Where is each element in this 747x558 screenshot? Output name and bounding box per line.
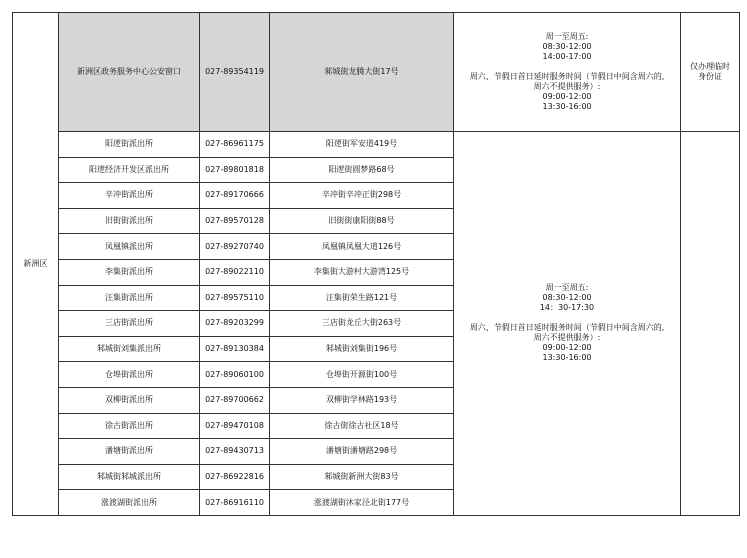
station-phone-cell: 027-89575110 xyxy=(200,285,270,311)
office-name-cell: 新洲区政务服务中心公安窗口 xyxy=(59,13,200,132)
station-address-cell: 阳逻街圆梦路68号 xyxy=(270,157,454,183)
station-name-cell: 双柳街派出所 xyxy=(59,387,200,413)
station-address-cell: 阳逻街军安道419号 xyxy=(270,132,454,158)
station-address-cell: 凤凰镇凤凰大道126号 xyxy=(270,234,454,260)
hours-line: 08:30-12:00 xyxy=(542,42,592,51)
station-name-cell: 涨渡湖街派出所 xyxy=(59,490,200,516)
station-phone-cell: 027-89470108 xyxy=(200,413,270,439)
station-phone-cell: 027-86916110 xyxy=(200,490,270,516)
hours-line: 周六不提供服务）: xyxy=(533,333,601,343)
table-row xyxy=(13,132,740,158)
station-phone-cell: 027-86922816 xyxy=(200,464,270,490)
station-name-cell: 辛冲街派出所 xyxy=(59,183,200,209)
hours-line: 09:00-12:00 xyxy=(542,92,592,101)
hours-line: 14:00-17:00 xyxy=(542,52,592,61)
station-address-cell: 涨渡湖街沐家泾北街177号 xyxy=(270,490,454,516)
station-phone-cell: 027-89203299 xyxy=(200,311,270,337)
district-cell: 新洲区 xyxy=(13,13,59,516)
station-address-cell: 旧街街康阳街88号 xyxy=(270,208,454,234)
station-address-cell: 徐古街徐古社区18号 xyxy=(270,413,454,439)
station-phone-cell: 027-89430713 xyxy=(200,439,270,465)
station-address-cell: 邾城街新洲大街83号 xyxy=(270,464,454,490)
hours-line: 周六、节假日首日延时服务时间（节假日中间含周六的, xyxy=(469,323,665,333)
station-phone-cell: 027-89700662 xyxy=(200,387,270,413)
station-phone-cell: 027-89170666 xyxy=(200,183,270,209)
station-note-cell xyxy=(681,132,740,516)
station-name-cell: 仓埠街派出所 xyxy=(59,362,200,388)
office-hours-cell xyxy=(454,13,681,132)
hours-line: 09:00-12:00 xyxy=(542,343,592,353)
hours-line: 08:30-12:00 xyxy=(542,293,592,303)
hours-line: 周六不提供服务）: xyxy=(533,82,601,91)
hours-line: 周一至周五: xyxy=(545,283,589,293)
hours-line: 周一至周五: xyxy=(545,32,589,41)
hours-line: 13:30-16:00 xyxy=(542,102,592,111)
station-name-cell: 凤凰镇派出所 xyxy=(59,234,200,260)
station-address-cell: 潘塘街潘塘路298号 xyxy=(270,439,454,465)
station-phone-cell: 027-89130384 xyxy=(200,336,270,362)
station-phone-cell: 027-89570128 xyxy=(200,208,270,234)
station-address-cell: 汪集街荣生路121号 xyxy=(270,285,454,311)
station-name-cell: 邾城街邾城派出所 xyxy=(59,464,200,490)
station-phone-cell: 027-86961175 xyxy=(200,132,270,158)
station-address-cell: 邾城街刘集街196号 xyxy=(270,336,454,362)
station-name-cell: 三店街派出所 xyxy=(59,311,200,337)
note-line: 身份证 xyxy=(698,72,722,81)
office-phone-cell: 027-89354119 xyxy=(200,13,270,132)
station-hours-cell xyxy=(454,132,681,516)
station-address-cell: 辛冲街辛冲正街298号 xyxy=(270,183,454,209)
table-row xyxy=(13,13,740,132)
station-address-cell: 李集街大游村大游湾125号 xyxy=(270,259,454,285)
hours-line xyxy=(456,62,678,72)
hours-line xyxy=(456,313,678,323)
station-name-cell: 阳逻经济开发区派出所 xyxy=(59,157,200,183)
station-name-cell: 李集街派出所 xyxy=(59,259,200,285)
note-line: 仅办理临时 xyxy=(690,62,730,71)
station-name-cell: 汪集街派出所 xyxy=(59,285,200,311)
station-name-cell: 旧街街派出所 xyxy=(59,208,200,234)
hours-line: 14：30-17:30 xyxy=(539,303,595,313)
station-address-cell: 仓埠街开源街100号 xyxy=(270,362,454,388)
note-cell xyxy=(681,13,740,132)
station-address-cell: 三店街龙丘大街263号 xyxy=(270,311,454,337)
service-window-table xyxy=(12,12,740,516)
station-phone-cell: 027-89270740 xyxy=(200,234,270,260)
station-name-cell: 邾城街刘集派出所 xyxy=(59,336,200,362)
station-name-cell: 潘塘街派出所 xyxy=(59,439,200,465)
station-name-cell: 徐古街派出所 xyxy=(59,413,200,439)
hours-line: 周六、节假日首日延时服务时间（节假日中间含周六的, xyxy=(469,72,665,81)
station-phone-cell: 027-89801818 xyxy=(200,157,270,183)
office-address-cell: 邾城街龙腾大街17号 xyxy=(270,13,454,132)
station-name-cell: 阳逻街派出所 xyxy=(59,132,200,158)
hours-line: 13:30-16:00 xyxy=(542,353,592,363)
station-phone-cell: 027-89022110 xyxy=(200,259,270,285)
station-phone-cell: 027-89060100 xyxy=(200,362,270,388)
station-address-cell: 双柳街学林路193号 xyxy=(270,387,454,413)
